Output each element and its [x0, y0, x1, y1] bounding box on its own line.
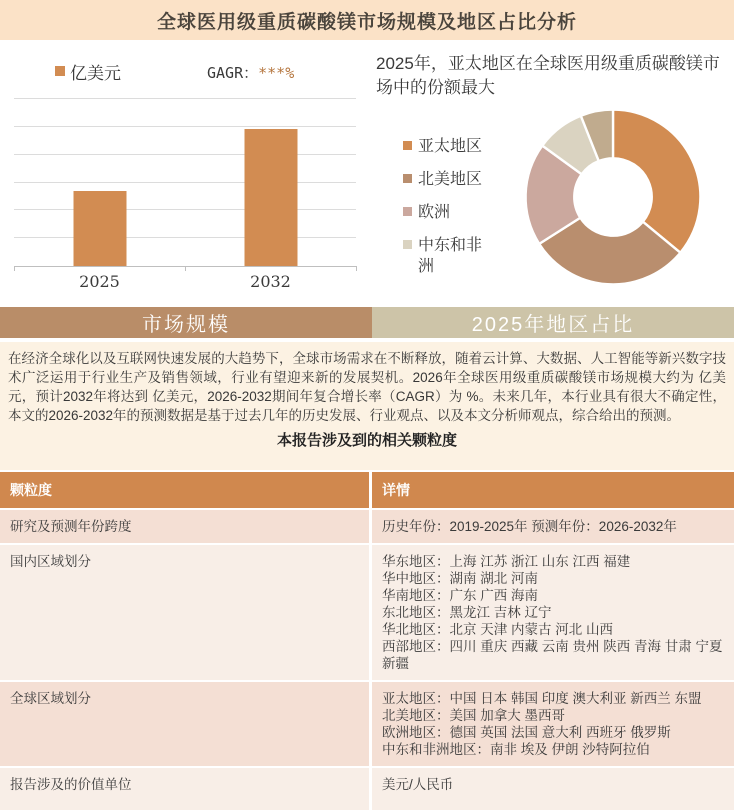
table-row: [0, 682, 734, 766]
charts-section: [0, 40, 734, 305]
detail-line: 西部地区：四川 重庆 西藏 云南 贵州 陕西 青海 甘肃 宁夏 新疆: [382, 639, 723, 671]
tab-region-share-2025[interactable]: 2025年地区占比: [372, 307, 734, 338]
legend-item: [403, 202, 495, 223]
cagr-label: GAGR：: [207, 64, 259, 82]
legend-item: [403, 169, 495, 190]
donut-chart-panel: [370, 40, 734, 305]
page-title: 全球医用级重质碳酸镁市场规模及地区占比分析: [156, 11, 577, 33]
legend-swatch-icon: [55, 66, 65, 76]
axis-tick: [14, 266, 15, 271]
bar-chart: [14, 99, 356, 267]
row-detail: [372, 510, 734, 543]
granularity-table: [0, 472, 734, 810]
bar-chart-legend: [55, 62, 121, 83]
tab-market-size[interactable]: 市场规模: [0, 307, 372, 338]
page-title-bar: [0, 0, 734, 40]
table-header-row: [0, 472, 734, 508]
axis-tick: [356, 266, 357, 271]
row-detail: [372, 545, 734, 680]
donut-chart: [518, 102, 708, 292]
legend-item: [403, 136, 495, 157]
detail-line: 华北地区：北京 天津 内蒙古 河北 山西: [382, 622, 614, 637]
row-granularity: 研究及预测年份跨度: [0, 510, 372, 543]
row-granularity: 报告涉及的价值单位: [0, 768, 372, 810]
detail-line: 亚太地区：中国 日本 韩国 印度 澳大利亚 新西兰 东盟: [382, 691, 702, 706]
detail-line: 华中地区：湖南 湖北 河南: [382, 571, 539, 586]
table-row: [0, 768, 734, 810]
detail-line: 美元/人民币: [382, 777, 454, 792]
x-tick-label: 2032: [250, 272, 291, 291]
detail-line: 历史年份：2019-2025年 预测年份：2026-2032年: [382, 519, 677, 534]
table-header-granularity: 颗粒度: [0, 472, 372, 508]
table-row: [0, 545, 734, 680]
summary-paragraph: 在经济全球化以及互联网快速发展的大趋势下，全球市场需求在不断释放，随着云计算、大数据、人工智能等新兴数字技术广泛运用于行业生产及销售领域，行业有望迎来新的发展契机。2026年全球医用级重质碳酸镁市场规模大约为 亿美元，预计2032年将达到 亿美元，2026-2032期间年复合增长率（CAGR）为 %。未来几年，本行业具有很大不确定性，本文的2026-2032年的预测数据是基于过去几年的历史发展、行业观点、以及本文分析师观点，综合给出的预测。: [8, 351, 726, 423]
cagr-annotation: [207, 62, 294, 83]
table-header-detail: 详情: [382, 482, 410, 498]
row-granularity: 全球区域划分: [0, 682, 372, 766]
detail-line: 欧洲地区：德国 英国 法国 意大利 西班牙 俄罗斯: [382, 725, 671, 740]
bar-chart-panel: [0, 40, 370, 305]
donut-chart-heading: 2025年，亚太地区在全球医用级重质碳酸镁市场中的份额最大: [376, 54, 720, 97]
donut-legend: [403, 136, 495, 289]
row-granularity: 国内区域划分: [0, 545, 372, 680]
detail-line: 华南地区：广东 广西 海南: [382, 588, 539, 603]
table-title: 本报告涉及到的相关颗粒度: [276, 432, 457, 449]
detail-line: 东北地区：黑龙江 吉林 辽宁: [382, 605, 552, 620]
legend-item: [403, 235, 495, 277]
axis-tick: [185, 266, 186, 271]
donut-slice-亚太地区: [613, 110, 700, 253]
legend-label: 北美地区: [418, 171, 483, 188]
bar-legend-label: 亿美元: [70, 63, 121, 83]
x-tick-label: 2025: [79, 272, 120, 291]
legend-label: 亚太地区: [418, 138, 483, 155]
section-tabs: [0, 307, 734, 338]
legend-label: 欧洲: [418, 204, 451, 221]
cagr-value: ***%: [258, 64, 295, 82]
detail-line: 华东地区：上海 江苏 浙江 山东 江西 福建: [382, 554, 631, 569]
detail-line: 中东和非洲地区：南非 埃及 伊朗 沙特阿拉伯: [382, 742, 650, 757]
detail-line: 北美地区：美国 加拿大 墨西哥: [382, 708, 566, 723]
legend-swatch-icon: [403, 174, 412, 183]
bar-2025: [73, 191, 126, 266]
summary-section: [0, 342, 734, 470]
bar-chart-x-axis: [14, 272, 356, 291]
row-detail: [372, 768, 734, 810]
bar-2032: [244, 129, 297, 266]
legend-label: 中东和非洲: [418, 237, 483, 275]
row-detail: [372, 682, 734, 766]
table-row: [0, 510, 734, 543]
legend-swatch-icon: [403, 207, 412, 216]
legend-swatch-icon: [403, 141, 412, 150]
legend-swatch-icon: [403, 240, 412, 249]
